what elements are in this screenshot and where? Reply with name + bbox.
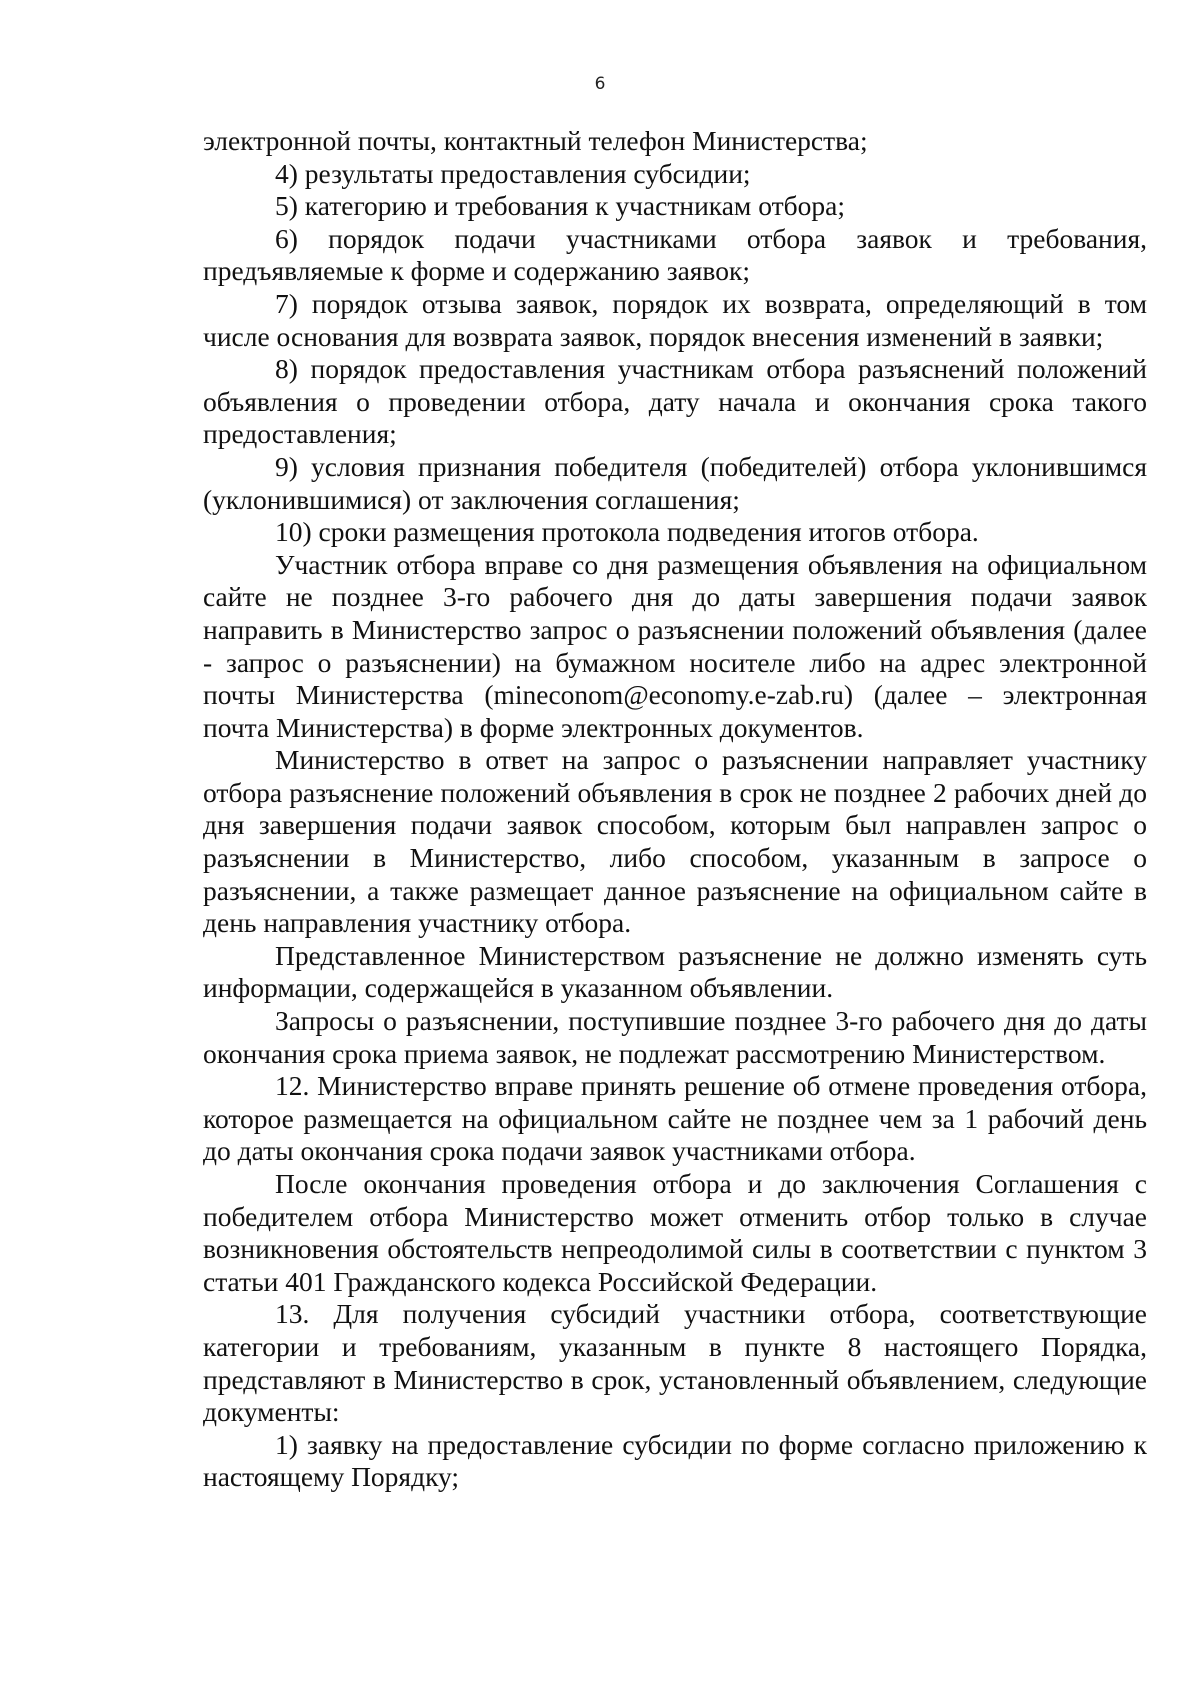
paragraph-clarification-response: Министерство в ответ на запрос о разъяснении направляет участнику отбора разъяснение положений объявления в срок не позднее 2 рабочих дней до дня завершения подачи заявок способом, которым был направлен запрос о разъяснении в Министерство, либо способом, указанным в запросе о разъяснении, а также размещает данное разъяснение на официальном сайте в день направления участнику отбора. (203, 744, 1147, 939)
list-item-10: 10) сроки размещения протокола подведения итогов отбора. (275, 516, 979, 548)
list-item-5: 5) категорию и требования к участникам отбора; (275, 190, 845, 222)
paragraph-late-requests: Запросы о разъяснении, поступившие позднее 3-го рабочего дня до даты окончания срока приема заявок, не подлежат рассмотрению Министерством. (203, 1005, 1147, 1069)
paragraph-clause-12: 12. Министерство вправе принять решение об отмене проведения отбора, которое размещается на официальном сайте не позднее чем за 1 рабочий день до даты окончания срока подачи заявок участниками отбора. (203, 1070, 1147, 1167)
paragraph-force-majeure: После окончания проведения отбора и до заключения Соглашения с победителем отбора Министерство может отменить отбор только в случае возникновения обстоятельств непреодолимой силы в соответствии с пунктом 3 статьи 401 Гражданского кодекса Российской Федерации. (203, 1168, 1147, 1297)
list-item-9: 9) условия признания победителя (победителей) отбора уклонившимся (уклонившимися) от заключения соглашения; (203, 450, 1147, 515)
list-item-7: 7) порядок отзыва заявок, порядок их возврата, определяющий в том числе основания для возврата заявок, порядок внесения изменений в заявки; (203, 287, 1147, 352)
paragraph-clarification-request: Участник отбора вправе со дня размещения объявления на официальном сайте не позднее 3-го рабочего дня до даты завершения подачи заявок направить в Министерство запрос о разъяснении положений объявления (далее - запрос о разъяснении) на бумажном носителе либо на адрес электронной почты Министерства (mineconom@economy.e-zab.ru) (далее – электронная почта Министерства) в форме электронных документов. (203, 548, 1147, 743)
document-body (203, 125, 1147, 1494)
paragraph-continuation: электронной почты, контактный телефон Министерства; (203, 125, 868, 156)
list-item-6: 6) порядок подачи участниками отбора заявок и требования, предъявляемые к форме и содержанию заявок; (203, 222, 1147, 287)
list-item-application: 1) заявку на предоставление субсидии по форме согласно приложению к настоящему Порядку; (203, 1428, 1147, 1493)
paragraph-clarification-content: Представленное Министерством разъяснение не должно изменять суть информации, содержащейся в указанном объявлении. (203, 939, 1147, 1004)
paragraph-clause-13: 13. Для получения субсидий участники отбора, соответствующие категории и требованиям, указанным в пункте 8 настоящего Порядка, представляют в Министерство в срок, установленный объявлением, следующие документы: (203, 1298, 1147, 1428)
list-item-8: 8) порядок предоставления участникам отбора разъяснений положений объявления о проведении отбора, дату начала и окончания срока такого предоставления; (203, 353, 1147, 450)
list-item-4: 4) результаты предоставления субсидии; (275, 157, 751, 189)
page-number: 6 (594, 74, 606, 94)
